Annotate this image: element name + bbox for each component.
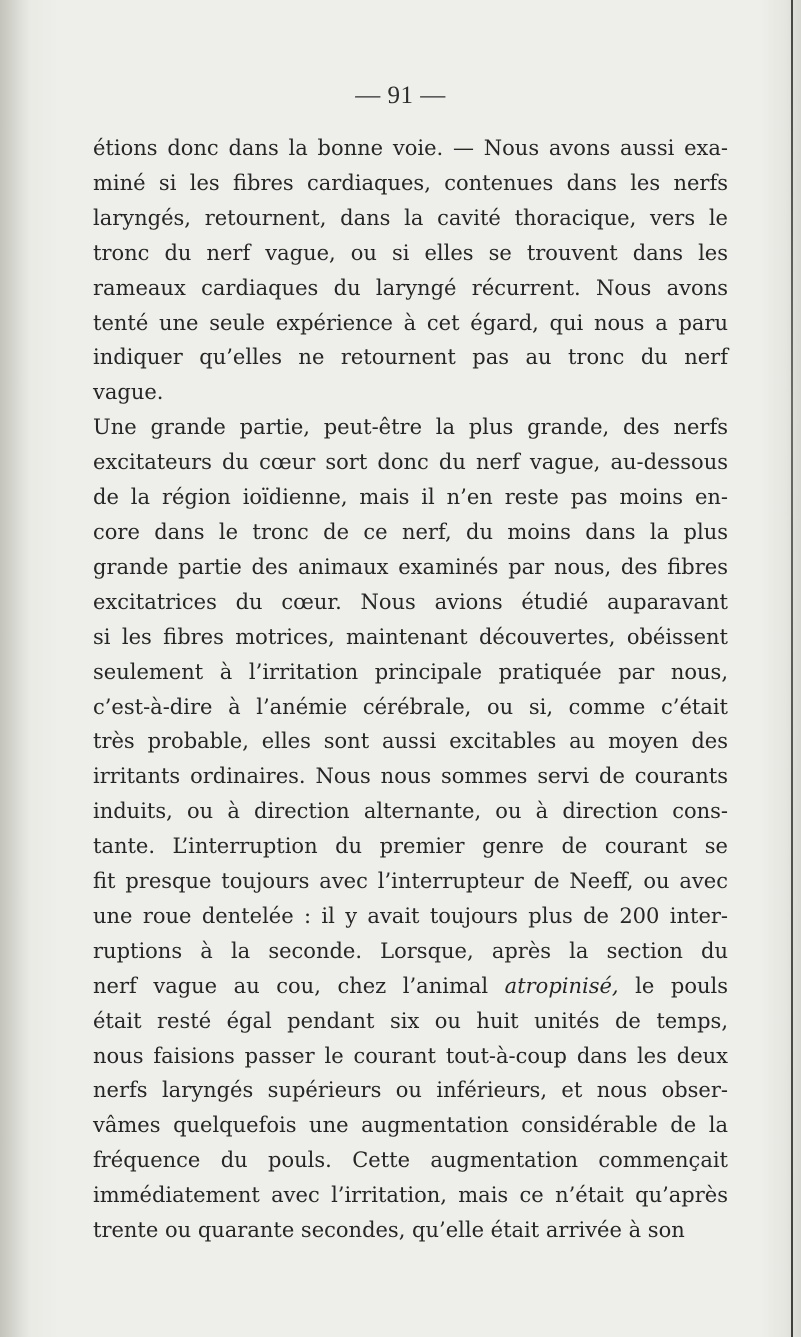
text-line: miné si les fibres cardiaques, contenues dans les nerfs [93,170,728,195]
text-line: c’est-à-dire à l’anémie cérébrale, ou si, comme c’était [93,694,728,719]
text-line: laryngés, retournent, dans la cavité thoracique, vers le [93,205,728,230]
text-segment: le pouls [635,973,728,998]
text-line: ruptions à la seconde. Lorsque, après la section du [93,938,728,963]
text-line: indiquer qu’elles ne retournent pas au tronc du nerf [93,345,728,370]
text-line: très probable, elles sont aussi excitables au moyen des [93,729,728,754]
text-line: si les fibres motrices, maintenant découvertes, obéissent [93,624,728,649]
text-line: de la région ioïdienne, mais il n’en reste pas moins en- [93,485,728,510]
body-text [93,131,728,1248]
text-line: immédiatement avec l’irritation, mais ce n’était qu’après [93,1183,728,1208]
text-line: excitatrices du cœur. Nous avions étudié auparavant [93,589,728,614]
text-line: Une grande partie, peut-être la plus grande, des nerfs [93,415,728,440]
page-number: — 91 — [355,82,446,109]
text-line: induits, ou à direction alternante, ou à direction cons- [93,799,728,824]
text-line: nerfs laryngés supérieurs ou inférieurs, et nous obser- [93,1078,728,1103]
text-line: tenté une seule expérience à cet égard, qui nous a paru [93,310,728,335]
text-line: trente ou quarante secondes, qu’elle était arrivée à son [93,1218,685,1243]
text-line: core dans le tronc de ce nerf, du moins dans la plus [93,519,728,544]
text-line: fréquence du pouls. Cette augmentation commençait [93,1148,728,1173]
text-line: vâmes quelquefois une augmentation considérable de la [93,1113,728,1138]
text-line: nous faisions passer le courant tout-à-coup dans les deux [93,1043,728,1068]
text-line: tronc du nerf vague, ou si elles se trouvent dans les [93,240,728,265]
text-line: étions donc dans la bonne voie. — Nous avons aussi exa- [93,136,728,160]
text-line: rameaux cardiaques du laryngé récurrent. Nous avons [93,275,728,300]
text-line: excitateurs du cœur sort donc du nerf vague, au-dessous [93,450,728,475]
text-line: irritants ordinaires. Nous nous sommes servi de courants [93,764,728,789]
text-segment: nerf vague au cou, chez l’animal [93,973,489,998]
text-line: seulement à l’irritation principale pratiquée par nous, [93,659,728,684]
text-line-mixed [93,969,728,1004]
text-line: était resté égal pendant six ou huit unités de temps, [93,1008,728,1033]
text-line: tante. L’interruption du premier genre de courant se [93,834,728,859]
page-edge [791,0,793,1337]
page-gutter-shadow [0,0,30,1337]
text-line: une roue dentelée : il y avait toujours plus de 200 inter- [93,903,728,928]
text-line: vague. [93,380,164,405]
italic-term: atropinisé, [504,973,619,998]
text-line: fit presque toujours avec l’interrupteur de Neeff, ou avec [93,869,728,894]
text-line: grande partie des animaux examinés par nous, des fibres [93,554,728,579]
